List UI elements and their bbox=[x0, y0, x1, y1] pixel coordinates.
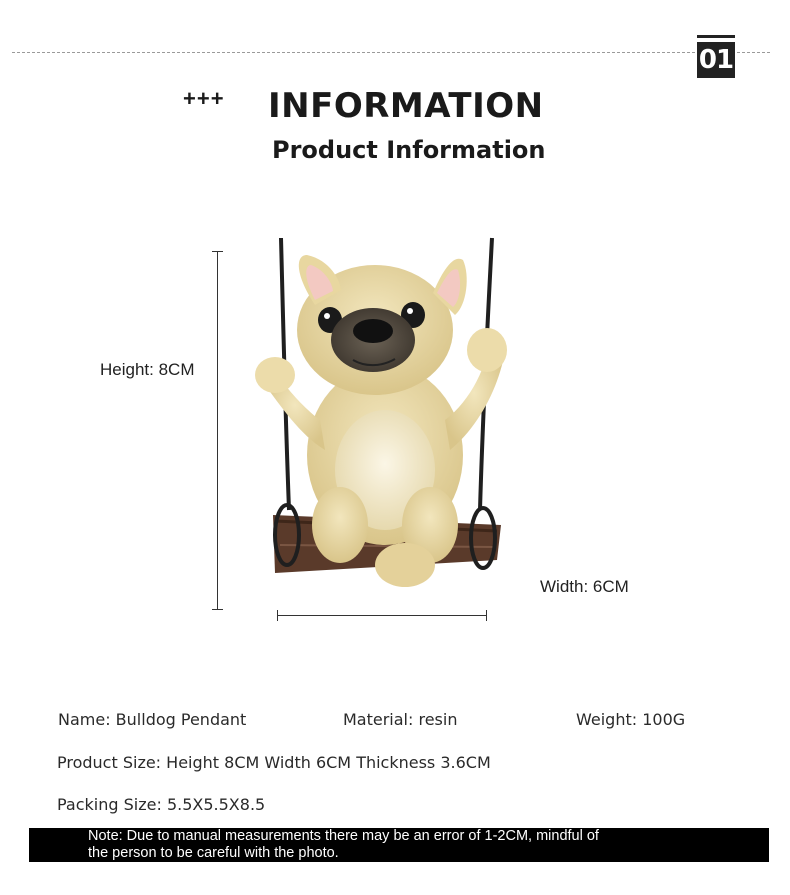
badge-top-bar bbox=[697, 35, 735, 38]
bulldog-pendant-image bbox=[245, 235, 515, 595]
width-label: Width: 6CM bbox=[540, 577, 629, 596]
top-dashed-divider bbox=[12, 52, 770, 53]
plus-decoration: +++ bbox=[183, 86, 225, 111]
width-dimension-line bbox=[277, 615, 486, 616]
page-title: INFORMATION bbox=[268, 86, 544, 126]
note-line-2: the person to be careful with the photo. bbox=[88, 845, 339, 861]
width-dimension-cap-left bbox=[277, 610, 278, 621]
spec-product-size: Product Size: Height 8CM Width 6CM Thickness 3.6CM bbox=[57, 753, 491, 772]
width-dimension-cap-right bbox=[486, 610, 487, 621]
spec-weight: Weight: 100G bbox=[576, 710, 686, 729]
height-dimension-line bbox=[217, 251, 218, 610]
note-line-1: Note: Due to manual measurements there may be an error of 1-2CM, mindful of bbox=[88, 828, 599, 844]
page-subtitle: Product Information bbox=[272, 136, 546, 164]
height-dimension-cap-bottom bbox=[212, 609, 223, 610]
badge-number: 01 bbox=[697, 42, 735, 78]
spec-packing-size: Packing Size: 5.5X5.5X8.5 bbox=[57, 795, 266, 814]
section-number-badge bbox=[697, 35, 735, 78]
height-label: Height: 8CM bbox=[100, 360, 195, 379]
spec-material: Material: resin bbox=[343, 710, 458, 729]
spec-name: Name: Bulldog Pendant bbox=[58, 710, 247, 729]
measurement-note bbox=[29, 828, 769, 862]
height-dimension-cap-top bbox=[212, 251, 223, 252]
